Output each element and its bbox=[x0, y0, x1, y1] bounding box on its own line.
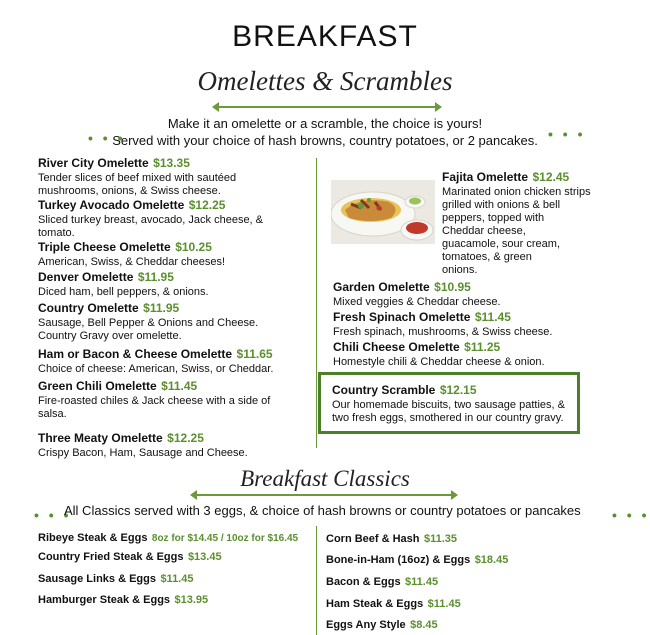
item-price: $11.45 bbox=[160, 573, 194, 585]
item-desc-line: Marinated onion chicken strips bbox=[442, 186, 591, 198]
section-heading-omelettes: Omelettes & Scrambles bbox=[197, 66, 453, 96]
menu-item-fresh-spinach-omelette bbox=[333, 308, 603, 339]
item-desc-line: Fire-roasted chiles & Jack cheese with a side of bbox=[38, 395, 271, 407]
column-divider bbox=[316, 158, 317, 448]
item-name: Country Omelette bbox=[38, 301, 139, 315]
menu-item-ham-steak-eggs bbox=[326, 594, 616, 612]
item-name: Garden Omelette bbox=[333, 280, 430, 294]
item-name: Fajita Omelette bbox=[442, 170, 529, 184]
item-desc-line: guacamole, sour cream, bbox=[442, 238, 560, 250]
item-desc-line: American, Swiss, & Cheddar cheeses! bbox=[38, 256, 226, 268]
dots-right-decoration: • • • bbox=[612, 507, 650, 523]
menu-item-fajita-omelette bbox=[442, 168, 602, 277]
item-price-option: 8oz for $14.45 bbox=[151, 533, 219, 544]
dots-left-decoration: • • • bbox=[88, 130, 126, 146]
menu-item-ribeye-steak-eggs bbox=[38, 528, 313, 546]
menu-item-triple-cheese-omelette bbox=[38, 238, 308, 269]
section-heading-classics: Breakfast Classics bbox=[240, 466, 410, 491]
item-desc-line: peppers, topped with bbox=[442, 212, 545, 224]
classics-intro: All Classics served with 3 eggs, & choice of hash browns or country potatoes or pancakes bbox=[64, 503, 581, 518]
item-price: $12.15 bbox=[439, 383, 477, 397]
item-name: Sausage Links & Eggs bbox=[38, 573, 156, 585]
dots-left-decoration: • • • bbox=[34, 507, 72, 523]
item-price: $11.35 bbox=[423, 533, 458, 545]
item-name: Triple Cheese Omelette bbox=[38, 240, 171, 254]
fajita-omelette-photo bbox=[331, 180, 435, 244]
item-desc-line: grilled with onions & bell bbox=[442, 199, 561, 211]
item-price: $11.25 bbox=[464, 340, 501, 354]
menu-item-sausage-links bbox=[38, 569, 313, 587]
item-name: Country Fried Steak & Eggs bbox=[38, 551, 184, 563]
item-price-option: 10oz for $16.45 bbox=[226, 533, 299, 544]
menu-item-chili-cheese-omelette bbox=[333, 338, 603, 369]
menu-item-bone-in-ham bbox=[326, 550, 616, 568]
item-desc-line: Cheddar cheese, bbox=[442, 225, 526, 237]
item-price: $11.65 bbox=[236, 347, 273, 361]
item-desc-line: mushrooms, onions, & Swiss cheese. bbox=[38, 185, 221, 197]
item-desc-line: Homestyle chili & Cheddar cheese & onion. bbox=[333, 356, 545, 368]
item-price: $13.95 bbox=[174, 594, 209, 606]
item-price: $10.95 bbox=[434, 280, 471, 294]
item-desc-line: Tender slices of beef mixed with sautéed bbox=[38, 172, 237, 184]
item-desc-line: salsa. bbox=[38, 408, 67, 420]
item-name: Ham Steak & Eggs bbox=[326, 598, 424, 610]
item-price: $12.25 bbox=[167, 431, 204, 445]
item-desc-line: Diced ham, bell peppers, & onions. bbox=[38, 286, 209, 298]
omelettes-intro-line1: Make it an omelette or a scramble, the choice is yours! bbox=[167, 116, 483, 131]
item-price: $11.45 bbox=[161, 379, 198, 393]
item-desc-line: two fresh eggs, smothered in our country gravy. bbox=[332, 412, 564, 424]
item-desc-line: Choice of cheese: American, Swiss, or Cheddar. bbox=[38, 363, 274, 375]
menu-item-green-chili-omelette bbox=[38, 377, 313, 421]
item-desc-line: Our homemade biscuits, two sausage patties, & bbox=[332, 399, 565, 411]
item-name: Bone-in-Ham (16oz) & Eggs bbox=[326, 554, 471, 566]
item-desc-line: Fresh spinach, mushrooms, & Swiss cheese. bbox=[333, 326, 553, 338]
item-name: River City Omelette bbox=[38, 156, 149, 170]
item-price: $13.45 bbox=[187, 551, 222, 563]
item-price: $11.95 bbox=[137, 270, 174, 284]
item-price: $12.25 bbox=[188, 198, 226, 212]
item-price: $11.45 bbox=[474, 310, 511, 324]
item-name: Turkey Avocado Omelette bbox=[38, 198, 185, 212]
item-price: $11.95 bbox=[143, 301, 180, 315]
item-price: $13.35 bbox=[153, 156, 190, 170]
item-name: Corn Beef & Hash bbox=[326, 533, 420, 545]
item-price: $10.25 bbox=[175, 240, 212, 254]
item-name: Green Chili Omelette bbox=[38, 379, 157, 393]
item-desc-line: tomato. bbox=[38, 227, 75, 239]
item-desc-line: Mixed veggies & Cheddar cheese. bbox=[333, 296, 501, 308]
item-price: $8.45 bbox=[410, 619, 438, 631]
menu-item-garden-omelette bbox=[333, 278, 603, 309]
item-desc-line: Sliced turkey breast, avocado, Jack cheese, & bbox=[38, 214, 264, 226]
plate-illustration bbox=[331, 180, 435, 244]
item-name: Eggs Any Style bbox=[326, 619, 406, 631]
menu-item-three-meaty-omelette bbox=[38, 429, 313, 460]
item-price: $12.45 bbox=[532, 170, 570, 184]
item-name: Ribeye Steak & Eggs bbox=[38, 532, 148, 544]
item-desc-line: Crispy Bacon, Ham, Sausage and Cheese. bbox=[38, 447, 248, 459]
item-name: Ham or Bacon & Cheese Omelette bbox=[38, 347, 233, 361]
menu-item-river-city-omelette bbox=[38, 154, 308, 198]
dots-right-decoration: • • • bbox=[548, 126, 586, 142]
menu-item-corn-beef-hash bbox=[326, 529, 616, 547]
item-desc-line: Sausage, Bell Pepper & Onions and Cheese. bbox=[38, 317, 259, 329]
item-name: Bacon & Eggs bbox=[326, 576, 401, 588]
item-price: $18.45 bbox=[474, 554, 509, 566]
item-name: Denver Omelette bbox=[38, 270, 134, 284]
item-desc-line: tomatoes, & green bbox=[442, 251, 532, 263]
menu-item-denver-omelette bbox=[38, 268, 308, 299]
menu-item-ham-bacon-cheese-omelette bbox=[38, 345, 313, 376]
column-divider bbox=[316, 526, 317, 635]
item-name: Three Meaty Omelette bbox=[38, 431, 163, 445]
price-separator: / bbox=[218, 533, 227, 544]
menu-item-country-omelette bbox=[38, 299, 308, 343]
menu-item-turkey-avocado-omelette bbox=[38, 196, 308, 240]
menu-item-country-fried-steak bbox=[38, 547, 313, 565]
double-arrow-divider bbox=[190, 490, 458, 500]
item-name: Chili Cheese Omelette bbox=[333, 340, 460, 354]
item-name: Hamburger Steak & Eggs bbox=[38, 594, 171, 606]
page-title: BREAKFAST bbox=[232, 20, 418, 53]
item-name: Fresh Spinach Omelette bbox=[333, 310, 471, 324]
menu-item-bacon-eggs bbox=[326, 572, 616, 590]
double-arrow-divider bbox=[212, 102, 442, 112]
item-price: $11.45 bbox=[427, 598, 461, 610]
menu-item-eggs-any-style bbox=[326, 615, 616, 633]
item-name: Country Scramble bbox=[332, 383, 436, 397]
menu-item-country-scramble bbox=[332, 381, 570, 425]
item-price: $11.45 bbox=[405, 576, 439, 588]
menu-item-hamburger-steak bbox=[38, 590, 313, 608]
omelettes-intro-line2: Served with your choice of hash browns, country potatoes, or 2 pancakes. bbox=[112, 133, 538, 148]
item-desc-line: onions. bbox=[442, 264, 478, 276]
item-desc-line: Country Gravy over omelette. bbox=[38, 330, 182, 342]
